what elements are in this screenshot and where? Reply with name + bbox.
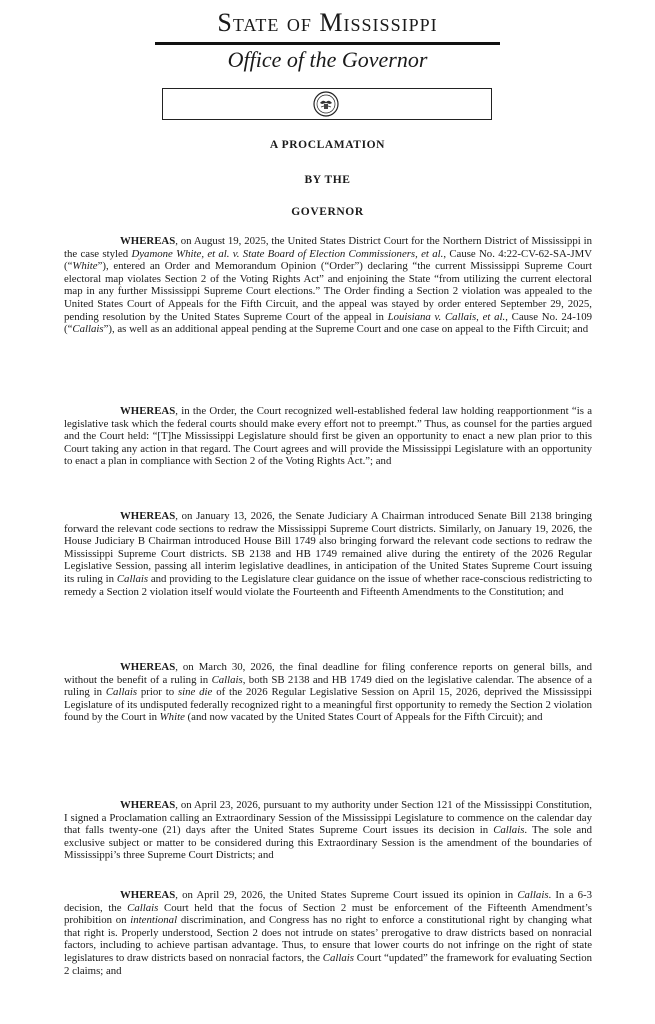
paragraph-text: , Cause No. 24-109 (“ [64, 310, 592, 336]
paragraph-text: , Cause No. 4:22-CV-62-SA-JMV (“ [64, 247, 592, 273]
paragraph-text: , both SB 2138 and HB 1749 died on the legislative calendar. The absence of a ruling in [64, 673, 592, 699]
whereas-paragraph-4 [64, 661, 592, 724]
whereas-lead: WHEREAS [120, 235, 176, 247]
whereas-lead: WHEREAS [120, 510, 176, 522]
italic-citation: Callais [211, 673, 243, 686]
whereas-paragraph-6 [64, 889, 592, 977]
italic-citation: Callais [72, 323, 104, 336]
heading-governor: GOVERNOR [291, 206, 364, 218]
whereas-lead: WHEREAS [120, 799, 176, 811]
italic-citation: Callais [493, 824, 525, 837]
italic-citation: Callais [105, 686, 138, 699]
whereas-paragraph-3 [64, 510, 592, 598]
italic-citation: Dyamone White, et al. v. State Board of Election Commissioners, et al. [131, 247, 444, 260]
italic-citation: intentional [130, 914, 178, 927]
paragraph-text: prior to [137, 686, 178, 699]
paragraph-text: ”), entered an Order and Memorandum Opinion (“Order”) declaring “the current Mississippi Supreme Court electoral map violates Section 2 of the Voting Rights Act” and enjoining the State “from utilizing the current electoral map in any further Mississippi Supreme Court elections.” The Order finding a Section 2 violation was appealed to the United States Court of Appeals for the Fifth Circuit, and the appeal was stayed by order entered September 29, 2025, pending resolution by the United States Supreme Court of the appeal in [64, 260, 592, 323]
italic-citation: Callais [116, 572, 149, 585]
paragraph-text: . In a 6-3 decision, the [64, 889, 592, 914]
paragraph-text: , on April 29, 2026, the United States Supreme Court issued its opinion in [175, 889, 518, 901]
paragraph-text: . The sole and exclusive subject or matter to be considered during this Extraordinary Session is the amendment of the boundaries of Mississippi’s three Supreme Court Districts; and [64, 824, 592, 862]
paragraph-text: of the 2026 Regular Legislative Session on April 15, 2026, deprived the Mississippi Legislature of its undisputed federally recognized right to a meaningful first opportunity to remedy the Section 2 violation found by the Court in [64, 686, 592, 724]
paragraph-text: and providing to the Legislature clear guidance on the issue of whether race-conscious redistricting to remedy a Section 2 violation itself would violate the Fourteenth and Fifteenth Amendments to the Constitution; and [64, 572, 592, 598]
italic-citation: Callais [127, 901, 159, 914]
italic-citation: Callais [322, 951, 354, 964]
paragraph-text: , on April 23, 2026, pursuant to my authority under Section 121 of the Mississippi Constitution, I signed a Proclamation calling an Extraordinary Session of the Mississippi Legislature to commence on the calendar day that falls twenty-one (21) days after the United States Supreme Court issues its decision in [64, 799, 592, 837]
header-rule [155, 42, 500, 45]
whereas-paragraph-5 [64, 799, 592, 862]
whereas-paragraph-1 [64, 235, 592, 336]
paragraph-text: , on January 13, 2026, the Senate Judiciary A Chairman introduced Senate Bill 2138 bringing forward the relevant code sections to redraw the Mississippi Supreme Court districts. Similarly, on January 19, 2026, the House Judiciary B Chairman introduced House Bill 1749 also bringing forward the relevant code sections to redraw the Mississippi Supreme Court districts. SB 2138 and HB 1749 remained alive during the entirety of the 2026 Regular Legislative Session, passing all interim legislative deadlines, in anticipation of the United States Supreme Court issuing its ruling in [64, 510, 592, 585]
paragraph-text: , on August 19, 2025, the United States District Court for the Northern District of Mississippi in the case styled [64, 235, 592, 260]
office-title: Office of the Governor [227, 47, 428, 72]
italic-citation: sine die [177, 686, 213, 699]
paragraph-text: Court held that the focus of Section 2 must be enforcement of the Fifteenth Amendment’s prohibition on [64, 901, 592, 927]
whereas-lead: WHEREAS [120, 405, 176, 417]
state-seal-icon [313, 91, 339, 117]
italic-citation: Louisiana v. Callais, et al. [387, 310, 506, 323]
italic-citation: White [72, 260, 98, 273]
paragraph-text: , on March 30, 2026, the final deadline for filing conference reports on general bills, and without the benefit of a ruling in [64, 661, 592, 686]
italic-citation: White [159, 711, 185, 724]
italic-citation: Callais [517, 889, 549, 901]
whereas-paragraph-2 [64, 405, 592, 468]
whereas-lead: WHEREAS [120, 661, 176, 673]
whereas-lead: WHEREAS [120, 889, 176, 901]
heading-by-the: BY THE [304, 174, 351, 186]
paragraph-text: (and now vacated by the United States Court of Appeals for the Fifth Circuit); and [184, 711, 543, 724]
paragraph-text: , in the Order, the Court recognized well-established federal law holding reapportionment “is a legislative task which the federal courts should make every effort not to preempt.” Thus, as counsel for the parties argued and the Court held: “[T]he Mississippi Legislature should first be given an opportunity to enact a new plan prior to this Court taking any action in that regard. The Court agrees and will provide the Mississippi Legislature with an opportunity to enact a plan in compliance with Section 2 of the Voting Rights Act.”; and [64, 405, 592, 468]
paragraph-text: ”), as well as an additional appeal pending at the Supreme Court and one case on appeal to the Fifth Circuit; and [103, 323, 589, 336]
paragraph-text: discrimination, and Congress has no right to enforce a constitutional right by changing what that right is. Properly understood, Section 2 does not intrude on states’ prerogative to draw districts based on nonracial factors, including to achieve partisan advantage. Thus, to ensure that lower courts do not infringe on the right of state legislatures to draw districts based on nonracial factors, the [64, 914, 592, 964]
state-title: State of Mississippi [217, 8, 438, 37]
heading-proclamation: A PROCLAMATION [269, 139, 386, 151]
paragraph-text: Court “updated” the framework for evaluating Section 2 claims; and [64, 951, 592, 977]
